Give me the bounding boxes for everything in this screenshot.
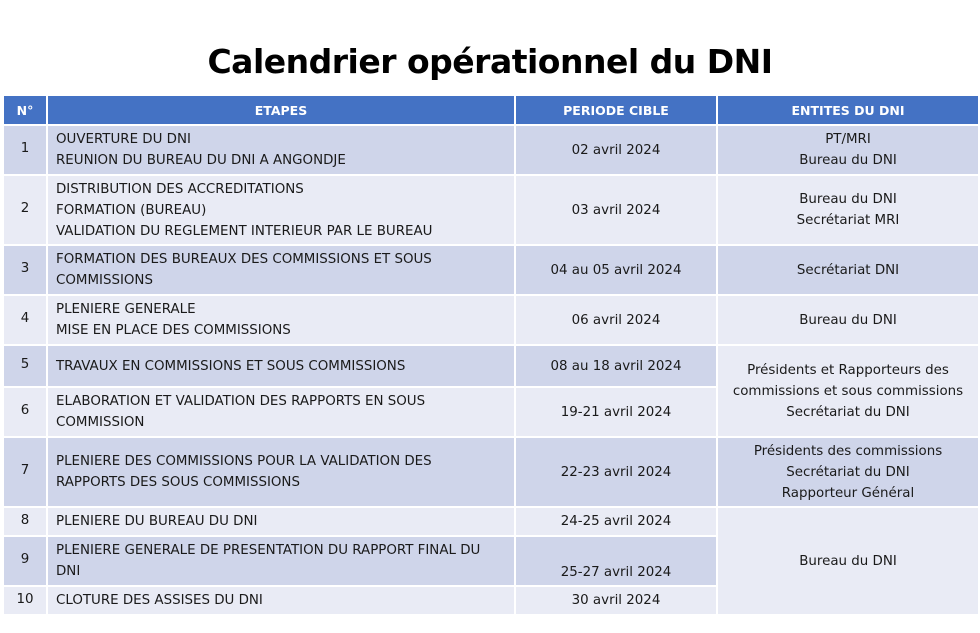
table-row [3,125,979,175]
etape-line: COMMISSION [56,415,145,430]
etape-line: PLENIERE GENERALE [56,302,196,317]
row-number: 1 [3,125,47,175]
row-number: 8 [3,507,47,536]
row-number: 5 [3,345,47,387]
row-etapes [47,175,515,245]
etape-line: CLOTURE DES ASSISES DU DNI [56,593,263,608]
row-entites [717,175,979,245]
row-etapes [47,387,515,437]
row-entites [717,345,979,437]
row-entites [717,125,979,175]
row-etapes [47,437,515,507]
entite-line: Présidents et Rapporteurs des [747,362,949,378]
header-entites: ENTITES DU DNI [717,95,979,125]
row-periode: 03 avril 2024 [515,175,717,245]
row-number: 4 [3,295,47,345]
calendar-table [2,94,980,616]
table-row [3,175,979,245]
row-periode: 02 avril 2024 [515,125,717,175]
table-row [3,345,979,387]
row-periode: 08 au 18 avril 2024 [515,345,717,387]
etape-line: PLENIERE GENERALE DE PRESENTATION DU RAPPORT FINAL DU [56,543,481,558]
entite-line: Bureau du DNI [799,192,897,207]
table-row [3,507,979,536]
etape-line: MISE EN PLACE DES COMMISSIONS [56,323,291,338]
entite-line: Secrétariat DNI [796,262,900,278]
row-entites [717,245,979,295]
row-number: 3 [3,245,47,295]
entite-line: PT/MRI [825,132,871,147]
entite-line: commissions et sous commissions [732,383,964,399]
entite-line: Secrétariat MRI [796,213,900,228]
entite-line: Bureau du DNI [799,312,897,328]
row-periode: 25-27 avril 2024 [515,536,717,586]
entite-line: Rapporteur Général [781,485,915,501]
etape-line: DNI [56,564,81,579]
row-periode: 24-25 avril 2024 [515,507,717,536]
row-periode: 04 au 05 avril 2024 [515,245,717,295]
row-entites [717,437,979,507]
row-number: 6 [3,387,47,437]
table-row [3,245,979,295]
etape-line: PLENIERE DES COMMISSIONS POUR LA VALIDATION DES [56,454,432,469]
row-periode: 19-21 avril 2024 [515,387,717,437]
etape-line: RAPPORTS DES SOUS COMMISSIONS [56,475,300,490]
row-etapes [47,536,515,586]
row-etapes [47,245,515,295]
etape-line: COMMISSIONS [56,273,153,288]
row-etapes [47,345,515,387]
etape-line: ELABORATION ET VALIDATION DES RAPPORTS EN SOUS [56,394,426,409]
row-etapes [47,295,515,345]
table-row [3,437,979,507]
row-periode: 22-23 avril 2024 [515,437,717,507]
etape-line: PLENIERE DU BUREAU DU DNI [56,514,258,529]
etape-line: FORMATION (BUREAU) [56,202,207,218]
entite-line: Présidents des commissions [753,443,943,459]
row-number: 9 [3,536,47,586]
row-etapes [47,507,515,536]
etape-line: OUVERTURE DU DNI [56,132,191,147]
etape-line: VALIDATION DU REGLEMENT INTERIEUR PAR LE BUREAU [56,223,433,239]
row-etapes [47,586,515,615]
row-number: 10 [3,586,47,615]
etape-line: REUNION DU BUREAU DU DNI A ANGONDJE [56,153,346,168]
table-header-row [3,95,979,125]
entite-line: Bureau du DNI [799,153,897,168]
etape-line: FORMATION DES BUREAUX DES COMMISSIONS ET SOUS [56,252,432,267]
entite-line: Secrétariat du DNI [786,404,910,420]
row-entites [717,295,979,345]
row-periode: 30 avril 2024 [515,586,717,615]
row-periode: 06 avril 2024 [515,295,717,345]
header-num: N° [3,95,47,125]
row-number: 7 [3,437,47,507]
header-periode: PERIODE CIBLE [515,95,717,125]
entite-line: Bureau du DNI [799,553,897,569]
header-etapes: ETAPES [47,95,515,125]
row-number: 2 [3,175,47,245]
etape-line: DISTRIBUTION DES ACCREDITATIONS [56,181,304,197]
entite-line: Secrétariat du DNI [786,464,910,480]
table-row [3,295,979,345]
etape-line: TRAVAUX EN COMMISSIONS ET SOUS COMMISSIONS [56,358,406,374]
page-title: Calendrier opérationnel du DNI [207,42,773,81]
row-etapes [47,125,515,175]
row-entites [717,507,979,615]
